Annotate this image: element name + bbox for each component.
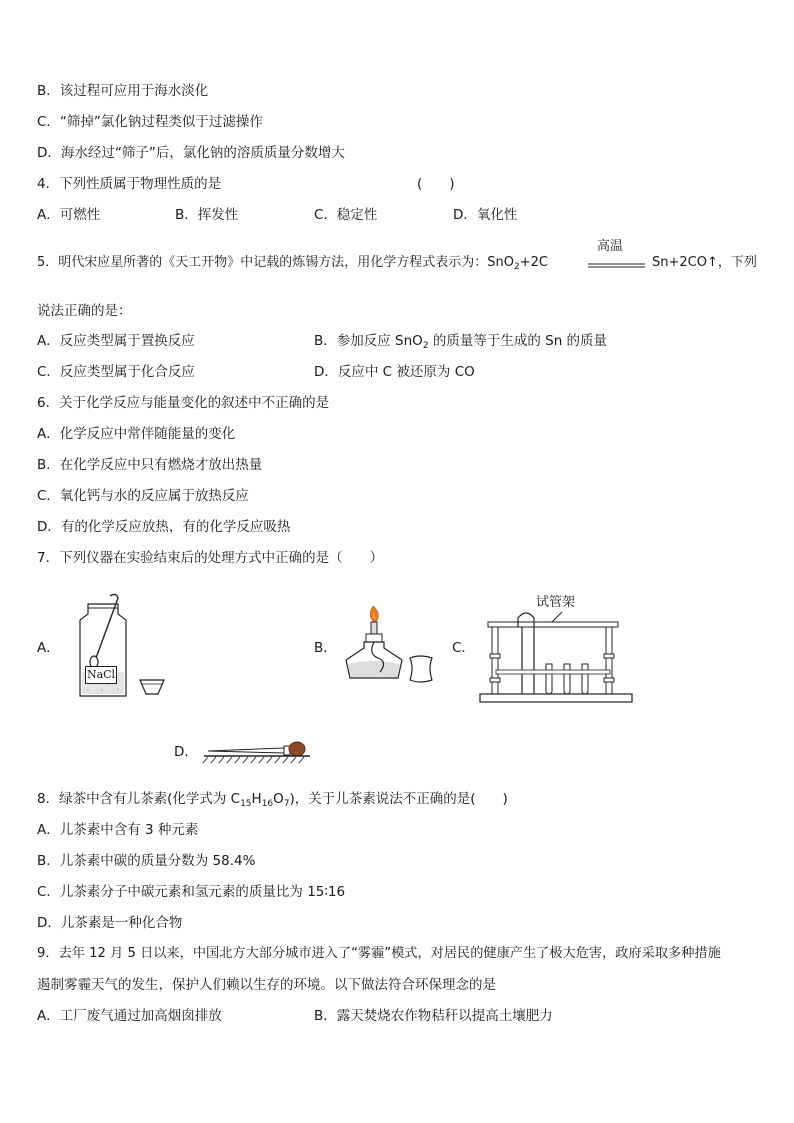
q5-condition: 高温	[597, 239, 624, 254]
rack-label: 试管架	[536, 595, 576, 610]
q5-stem-text: 5．明代宋应星所著的《天工开物》中记载的炼锡方法，用化学方程式表示为：	[37, 255, 488, 270]
q7-label-c: C．	[452, 640, 475, 656]
q5-option-a: A．反应类型属于置换反应	[37, 333, 195, 349]
q9-option-a: A．工厂废气通过加高烟囱排放	[37, 1008, 222, 1024]
q5-reactant: SnO$_2$+2C	[487, 255, 548, 272]
q3-option-b: B．该过程可应用于海水淡化	[37, 83, 209, 99]
q8-option-a: A．儿茶素中含有 3 种元素	[37, 822, 199, 838]
q9-stem-line2: 遏制雾霾天气的发生，保护人们赖以生存的环境。以下做法符合环保理念的是	[37, 977, 496, 993]
q8-option-d: D．儿茶素是一种化合物	[37, 915, 183, 931]
q6-option-b: B．在化学反应中只有燃烧才放出热量	[37, 457, 263, 473]
q8-option-b: B．儿茶素中碳的质量分数为 58.4%	[37, 853, 256, 869]
q5-option-b: B．参加反应 SnO$_2$ 的质量等于生成的 Sn 的质量	[314, 333, 608, 351]
q4-option-d: D．氧化性	[453, 207, 518, 223]
q4-option-a: A．可燃性	[37, 207, 101, 223]
q4-answer-paren: ( )	[417, 176, 455, 192]
q5-option-d: D．反应中 C 被还原为 CO	[314, 364, 475, 380]
figure-reagent-bottle	[68, 592, 172, 700]
q9-option-b: B．露天焚烧农作物秸秆以提高土壤肥力	[314, 1008, 553, 1024]
q5-stem	[37, 253, 548, 273]
figure-dropper-on-table	[202, 736, 312, 766]
q3-option-d: D．海水经过“筛子”后，氯化钠的溶质质量分数增大	[37, 145, 345, 161]
q9-stem-line1: 9．去年 12 月 5 日以来，中国北方大部分城市进入了“雾霾”模式，对居民的健康产生了极大危害，政府采取多种措施	[37, 946, 721, 961]
q5-option-c: C．反应类型属于化合反应	[37, 364, 195, 380]
figure-test-tube-rack	[478, 606, 634, 704]
q6-option-a: A．化学反应中常伴随能量的变化	[37, 426, 236, 442]
q4-stem: 4．下列性质属于物理性质的是	[37, 176, 222, 192]
q4-option-b: B．挥发性	[175, 207, 239, 223]
q5-products: Sn+2CO↑，下列	[652, 255, 757, 270]
q7-label-b: B．	[314, 640, 337, 656]
q6-option-d: D．有的化学反应放热，有的化学反应吸热	[37, 519, 291, 535]
q4-option-c: C．稳定性	[314, 207, 378, 223]
q8-option-c: C．儿茶素分子中碳元素和氢元素的质量比为 15∶16	[37, 884, 346, 900]
q6-option-c: C．氧化钙与水的反应属于放热反应	[37, 488, 249, 504]
q8-stem: 8．绿茶中含有儿茶素(化学式为 $C_{15}H_{16}O_7$)，关于儿茶素说法不正确的是( )	[37, 791, 508, 809]
q5-stem-continued: 说法正确的是：	[37, 303, 132, 319]
q7-label-d: D．	[174, 744, 198, 760]
nacl-label: NaCl	[85, 666, 117, 684]
q7-label-a: A．	[37, 640, 60, 656]
q5-equals-sign	[588, 257, 645, 263]
q7-stem: 7．下列仪器在实验结束后的处理方式中正确的是（ ）	[37, 550, 384, 566]
figure-alcohol-lamp	[340, 602, 440, 686]
q3-option-c: C．“筛掉”氯化钠过程类似于过滤操作	[37, 114, 263, 130]
q6-stem: 6．关于化学反应与能量变化的叙述中不正确的是	[37, 395, 330, 411]
